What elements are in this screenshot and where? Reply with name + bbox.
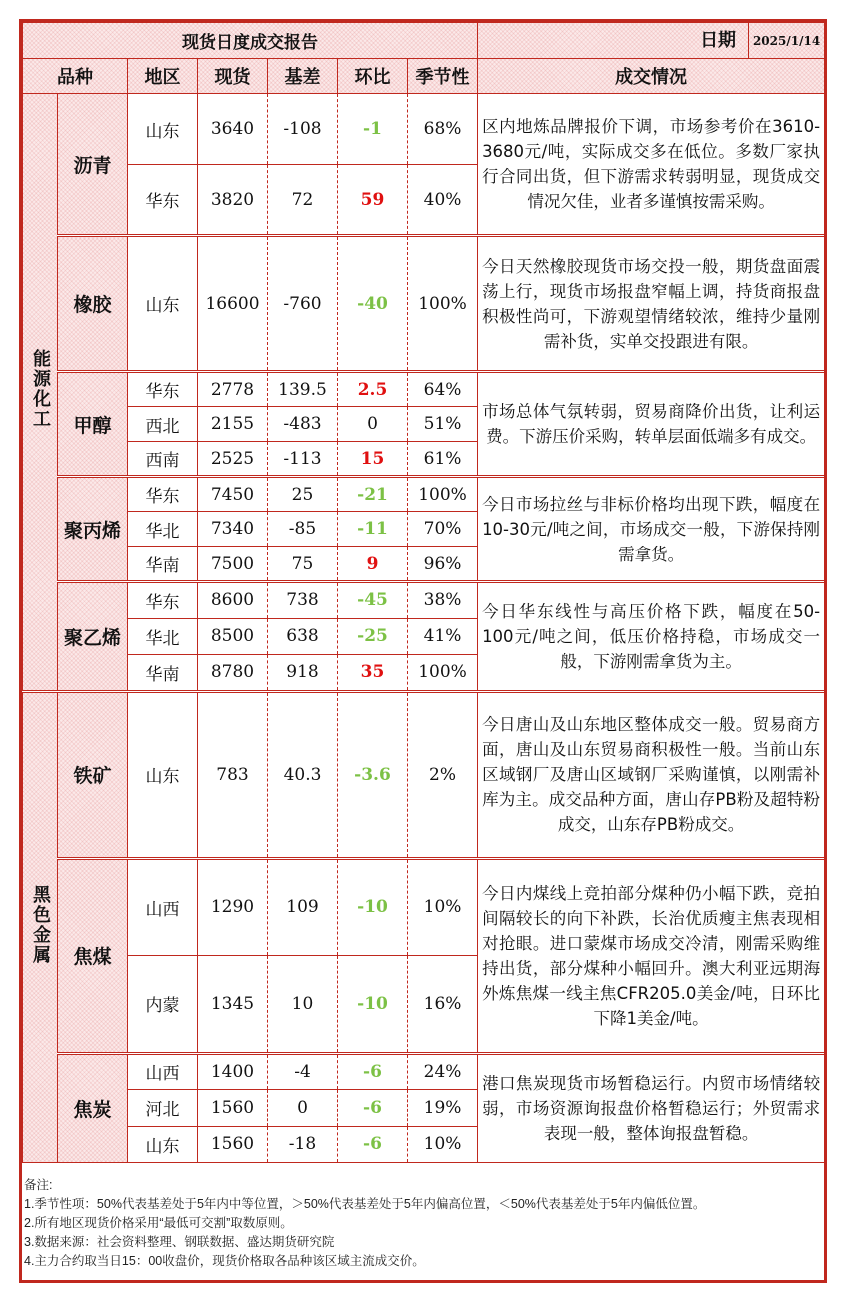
change-cell: -10 bbox=[338, 858, 408, 956]
spot-price-cell: 8780 bbox=[198, 655, 268, 692]
change-cell: -1 bbox=[338, 94, 408, 165]
change-cell: 0 bbox=[338, 407, 408, 442]
product-name: 沥青 bbox=[58, 94, 128, 236]
region-cell: 山东 bbox=[128, 94, 198, 165]
spot-price-cell: 8600 bbox=[198, 582, 268, 619]
table-row bbox=[23, 94, 825, 165]
seasonality-cell: 64% bbox=[408, 372, 478, 407]
change-cell: -3.6 bbox=[338, 691, 408, 858]
notes bbox=[22, 1164, 826, 1271]
product-name: 聚丙烯 bbox=[58, 477, 128, 582]
spot-price-cell: 7450 bbox=[198, 477, 268, 512]
region-cell: 河北 bbox=[128, 1090, 198, 1127]
spot-price-cell: 2155 bbox=[198, 407, 268, 442]
change-cell: -21 bbox=[338, 477, 408, 512]
region-cell: 华南 bbox=[128, 655, 198, 692]
region-cell: 华东 bbox=[128, 582, 198, 619]
header-spot: 现货 bbox=[198, 59, 268, 94]
seasonality-cell: 10% bbox=[408, 1126, 478, 1163]
seasonality-cell: 24% bbox=[408, 1053, 478, 1090]
basis-cell: 40.3 bbox=[268, 691, 338, 858]
region-cell: 山东 bbox=[128, 1126, 198, 1163]
product-name: 焦煤 bbox=[58, 858, 128, 1053]
spot-price-cell: 16600 bbox=[198, 236, 268, 372]
change-cell: -6 bbox=[338, 1090, 408, 1127]
spot-price-cell: 1560 bbox=[198, 1090, 268, 1127]
trade-status-text: 今日华东线性与高压价格下跌，幅度在50-100元/吨之间，低压价格持稳，市场成交一般，下游刚需拿货为主。 bbox=[478, 582, 825, 692]
header-seasonality: 季节性 bbox=[408, 59, 478, 94]
seasonality-cell: 96% bbox=[408, 547, 478, 582]
trade-status-text: 区内地炼品牌报价下调，市场参考价在3610-3680元/吨，实际成交多在低位。多数厂家执行合同出货，但下游需求转弱明显，现货成交情况欠佳，业者多谨慎按需采购。 bbox=[478, 94, 825, 236]
product-name: 甲醇 bbox=[58, 372, 128, 477]
basis-cell: 918 bbox=[268, 655, 338, 692]
seasonality-cell: 38% bbox=[408, 582, 478, 619]
category-name: 黑色金属 bbox=[30, 884, 51, 965]
change-cell: -10 bbox=[338, 956, 408, 1054]
seasonality-cell: 70% bbox=[408, 512, 478, 547]
spot-price-cell: 1290 bbox=[198, 858, 268, 956]
basis-cell: 0 bbox=[268, 1090, 338, 1127]
category-name: 能源化工 bbox=[30, 349, 51, 430]
change-cell: 59 bbox=[338, 165, 408, 236]
trade-status-text: 今日唐山及山东地区整体成交一般。贸易商方面，唐山及山东贸易商积极性一般。当前山东区域钢厂及唐山区域钢厂采购谨慎，以刚需补库为主。成交品种方面，唐山存PB粉及超特粉成交，山东存PB粉成交。 bbox=[478, 691, 825, 858]
header-variety: 品种 bbox=[23, 59, 128, 94]
region-cell: 山东 bbox=[128, 236, 198, 372]
spot-price-cell: 1560 bbox=[198, 1126, 268, 1163]
basis-cell: 738 bbox=[268, 582, 338, 619]
region-cell: 华南 bbox=[128, 547, 198, 582]
spot-price-cell: 7340 bbox=[198, 512, 268, 547]
spot-price-cell: 2778 bbox=[198, 372, 268, 407]
change-cell: -6 bbox=[338, 1053, 408, 1090]
seasonality-cell: 100% bbox=[408, 477, 478, 512]
spot-price-cell: 1400 bbox=[198, 1053, 268, 1090]
change-cell: -25 bbox=[338, 618, 408, 655]
seasonality-cell: 41% bbox=[408, 618, 478, 655]
basis-cell: -4 bbox=[268, 1053, 338, 1090]
basis-cell: 25 bbox=[268, 477, 338, 512]
basis-cell: 75 bbox=[268, 547, 338, 582]
seasonality-cell: 100% bbox=[408, 655, 478, 692]
basis-cell: -108 bbox=[268, 94, 338, 165]
seasonality-cell: 19% bbox=[408, 1090, 478, 1127]
trade-status-text: 今日天然橡胶现货市场交投一般，期货盘面震荡上行，现货市场报盘窄幅上调，持货商报盘积极性尚可，下游观望情绪较浓，维持少量刚需补货，实单交投跟进有限。 bbox=[478, 236, 825, 372]
note-line: 备注: bbox=[24, 1178, 53, 1192]
change-cell: -11 bbox=[338, 512, 408, 547]
report-frame bbox=[19, 19, 827, 1283]
table-row bbox=[23, 372, 825, 407]
basis-cell: -18 bbox=[268, 1126, 338, 1163]
table-row bbox=[23, 691, 825, 858]
report-table bbox=[22, 22, 825, 1163]
trade-status-text: 市场总体气氛转弱，贸易商降价出货，让利运费。下游压价采购，转单层面低端多有成交。 bbox=[478, 372, 825, 477]
basis-cell: 109 bbox=[268, 858, 338, 956]
seasonality-cell: 51% bbox=[408, 407, 478, 442]
basis-cell: -483 bbox=[268, 407, 338, 442]
region-cell: 山西 bbox=[128, 858, 198, 956]
change-cell: 2.5 bbox=[338, 372, 408, 407]
date-label: 日期 bbox=[688, 23, 749, 58]
header-trade-status: 成交情况 bbox=[478, 59, 825, 94]
change-cell: 9 bbox=[338, 547, 408, 582]
product-name: 橡胶 bbox=[58, 236, 128, 372]
header-change: 环比 bbox=[338, 59, 408, 94]
basis-cell: -760 bbox=[268, 236, 338, 372]
region-cell: 西南 bbox=[128, 442, 198, 477]
seasonality-cell: 2% bbox=[408, 691, 478, 858]
basis-cell: -85 bbox=[268, 512, 338, 547]
spot-price-cell: 7500 bbox=[198, 547, 268, 582]
region-cell: 华东 bbox=[128, 372, 198, 407]
table-row bbox=[23, 858, 825, 956]
note-line: 3.数据来源：社会资料整理、钢联数据、盛达期货研究院 bbox=[24, 1235, 335, 1249]
seasonality-cell: 10% bbox=[408, 858, 478, 956]
table-row bbox=[23, 1053, 825, 1090]
region-cell: 内蒙 bbox=[128, 956, 198, 1054]
spot-price-cell: 1345 bbox=[198, 956, 268, 1054]
change-cell: 15 bbox=[338, 442, 408, 477]
product-name: 聚乙烯 bbox=[58, 582, 128, 692]
basis-cell: 638 bbox=[268, 618, 338, 655]
header-basis: 基差 bbox=[268, 59, 338, 94]
seasonality-cell: 61% bbox=[408, 442, 478, 477]
change-cell: -40 bbox=[338, 236, 408, 372]
table-row bbox=[23, 236, 825, 372]
report-title: 现货日度成交报告 bbox=[23, 23, 478, 59]
trade-status-text: 港口焦炭现货市场暂稳运行。内贸市场情绪较弱，市场资源询报盘价格暂稳运行；外贸需求表现一般，整体询报盘暂稳。 bbox=[478, 1053, 825, 1163]
change-cell: -45 bbox=[338, 582, 408, 619]
change-cell: 35 bbox=[338, 655, 408, 692]
category-cell bbox=[23, 691, 58, 1163]
spot-price-cell: 3640 bbox=[198, 94, 268, 165]
report-date: 2025/1/14 bbox=[752, 33, 821, 48]
spot-price-cell: 2525 bbox=[198, 442, 268, 477]
basis-cell: 139.5 bbox=[268, 372, 338, 407]
table-row bbox=[23, 477, 825, 512]
region-cell: 华东 bbox=[128, 477, 198, 512]
trade-status-text: 今日市场拉丝与非标价格均出现下跌，幅度在10-30元/吨之间，市场成交一般，下游保持刚需拿货。 bbox=[478, 477, 825, 582]
note-line: 4.主力合约取当日15：00收盘价，现货价格取各品种该区域主流成交价。 bbox=[24, 1254, 425, 1268]
change-cell: -6 bbox=[338, 1126, 408, 1163]
note-line: 1.季节性项：50%代表基差处于5年内中等位置，＞50%代表基差处于5年内偏高位置，＜50%代表基差处于5年内偏低位置。 bbox=[24, 1197, 706, 1211]
basis-cell: 10 bbox=[268, 956, 338, 1054]
basis-cell: 72 bbox=[268, 165, 338, 236]
product-name: 铁矿 bbox=[58, 691, 128, 858]
region-cell: 山西 bbox=[128, 1053, 198, 1090]
trade-status-text: 今日内煤线上竞拍部分煤种仍小幅下跌，竞拍间隔较长的向下补跌，长治优质瘦主焦表现相对抢眼。进口蒙煤市场成交冷清，刚需采购维持出货，部分煤种小幅回升。澳大利亚远期海外炼焦煤一线主焦CFR205.0美金/吨，日环比下降1美金/吨。 bbox=[478, 858, 825, 1053]
region-cell: 西北 bbox=[128, 407, 198, 442]
seasonality-cell: 100% bbox=[408, 236, 478, 372]
category-cell bbox=[23, 94, 58, 692]
spot-price-cell: 8500 bbox=[198, 618, 268, 655]
header-region: 地区 bbox=[128, 59, 198, 94]
region-cell: 山东 bbox=[128, 691, 198, 858]
seasonality-cell: 68% bbox=[408, 94, 478, 165]
product-name: 焦炭 bbox=[58, 1053, 128, 1163]
spot-price-cell: 3820 bbox=[198, 165, 268, 236]
seasonality-cell: 40% bbox=[408, 165, 478, 236]
spot-price-cell: 783 bbox=[198, 691, 268, 858]
region-cell: 华东 bbox=[128, 165, 198, 236]
region-cell: 华北 bbox=[128, 512, 198, 547]
note-line: 2.所有地区现货价格采用“最低可交割”取数原则。 bbox=[24, 1216, 293, 1230]
seasonality-cell: 16% bbox=[408, 956, 478, 1054]
basis-cell: -113 bbox=[268, 442, 338, 477]
table-row bbox=[23, 582, 825, 619]
region-cell: 华北 bbox=[128, 618, 198, 655]
